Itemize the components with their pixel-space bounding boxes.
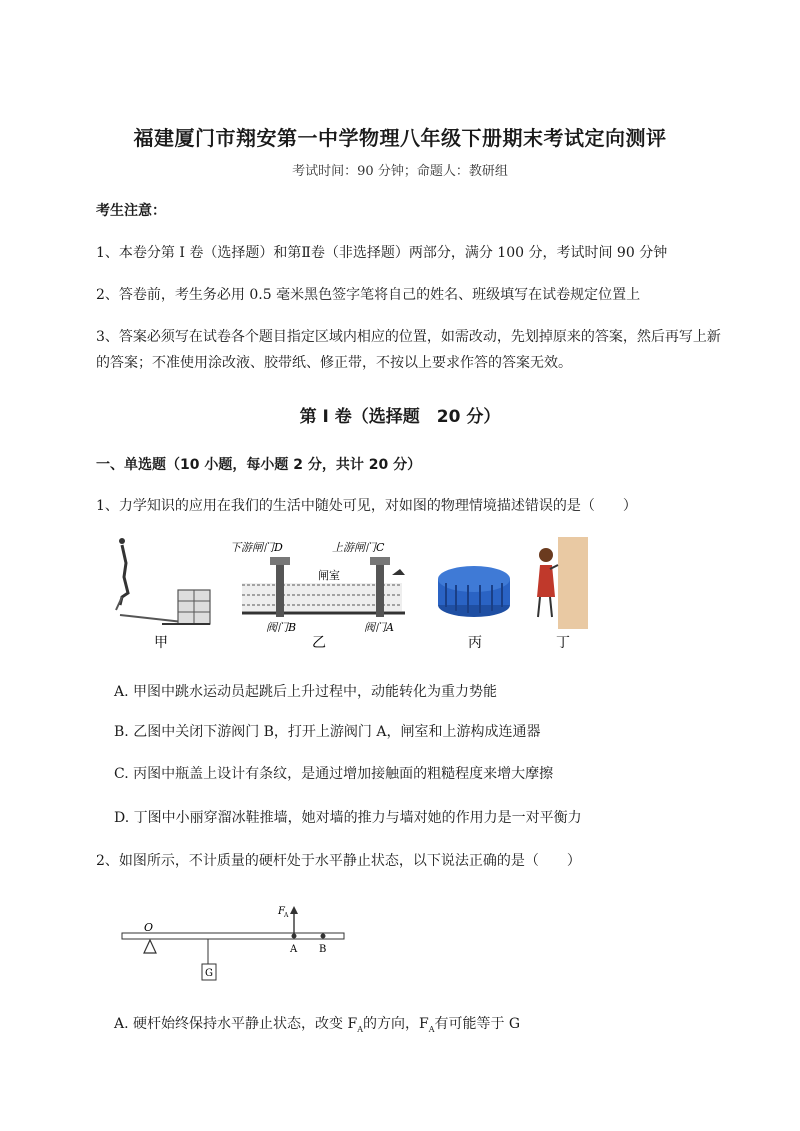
exam-subtitle: 考试时间：90 分钟；命题人：教研组	[292, 164, 508, 179]
label-a: A	[290, 944, 298, 955]
part-heading: 一、单选题（10 小题，每小题 2 分，共计 20 分）	[96, 457, 422, 473]
question-2-stem: 2、如图所示，不计质量的硬杆处于水平静止状态，以下说法正确的是（ ）	[96, 853, 581, 869]
option-a-subscript-2: A	[428, 1024, 435, 1034]
ship-lock-figure	[230, 541, 405, 651]
label-o: O	[144, 921, 154, 934]
option-a-prefix: A. 硬杆始终保持水平静止状态，改变 F	[114, 1016, 358, 1032]
question-1-stem: 1、力学知识的应用在我们的生活中随处可见，对如图的物理情境描述错误的是（ ）	[96, 498, 637, 514]
label-bing: 丙	[468, 635, 482, 651]
exam-title: 福建厦门市翔安第一中学物理八年级下册期末考试定向测评	[133, 126, 667, 150]
label-valve-a: 阀门A	[364, 621, 394, 634]
question-1-option-b: B. 乙图中关闭下游阀门 B，打开上游阀门 A，闸室和上游构成连通器	[114, 724, 541, 740]
question-1-option-d: D. 丁图中小丽穿溜冰鞋推墙，她对墙的推力与墙对她的作用力是一对平衡力	[114, 810, 582, 826]
label-chamber: 闸室	[318, 569, 340, 582]
option-a-subscript: A	[357, 1024, 363, 1034]
label-f: F	[278, 906, 285, 917]
option-a-mid: 的方向，F	[362, 1016, 429, 1032]
notice-heading: 考生注意：	[96, 203, 166, 219]
girl-pushing-wall-figure	[537, 537, 588, 651]
question-2-figure	[118, 898, 358, 988]
label-ding: 丁	[556, 635, 570, 651]
question-1-option-a: A. 甲图中跳水运动员起跳后上升过程中，动能转化为重力势能	[114, 684, 498, 700]
notice-item-3-line-1: 3、答案必须写在试卷各个题目指定区域内相应的位置，如需改动，先划掉原来的答案，然后再写上新	[96, 329, 721, 345]
notice-item-1: 1、本卷分第 I 卷（选择题）和第Ⅱ卷（非选择题）两部分，满分 100 分，考试时间 90 分钟	[96, 245, 668, 261]
notice-item-2: 2、答卷前，考生务必用 0.5 毫米黑色签字笔将自己的姓名、班级填写在试卷规定位置上	[96, 287, 641, 303]
section-title: 第 I 卷（选择题 20 分）	[299, 407, 501, 427]
question-1-figure	[100, 535, 600, 660]
notice-item-3-line-2: 的答案；不准使用涂改液、胶带纸、修正带，不按以上要求作答的答案无效。	[96, 355, 572, 371]
label-jia: 甲	[154, 635, 168, 651]
question-1-option-c: C. 丙图中瓶盖上设计有条纹，是通过增加接触面的粗糙程度来增大摩擦	[114, 766, 554, 782]
diver-figure	[116, 538, 210, 651]
label-yi: 乙	[312, 635, 326, 651]
label-gate-d: 下游闸门D	[230, 541, 283, 554]
label-gate-c: 上游闸门C	[332, 541, 385, 554]
label-f-subscript: A	[284, 912, 289, 919]
bottle-cap-figure	[438, 566, 510, 651]
label-b: B	[319, 944, 327, 955]
label-g: G	[205, 968, 213, 979]
option-a-suffix: 有可能等于 G	[434, 1016, 521, 1032]
question-2-option-a	[114, 1012, 520, 1042]
label-valve-b: 阀门B	[266, 621, 297, 634]
